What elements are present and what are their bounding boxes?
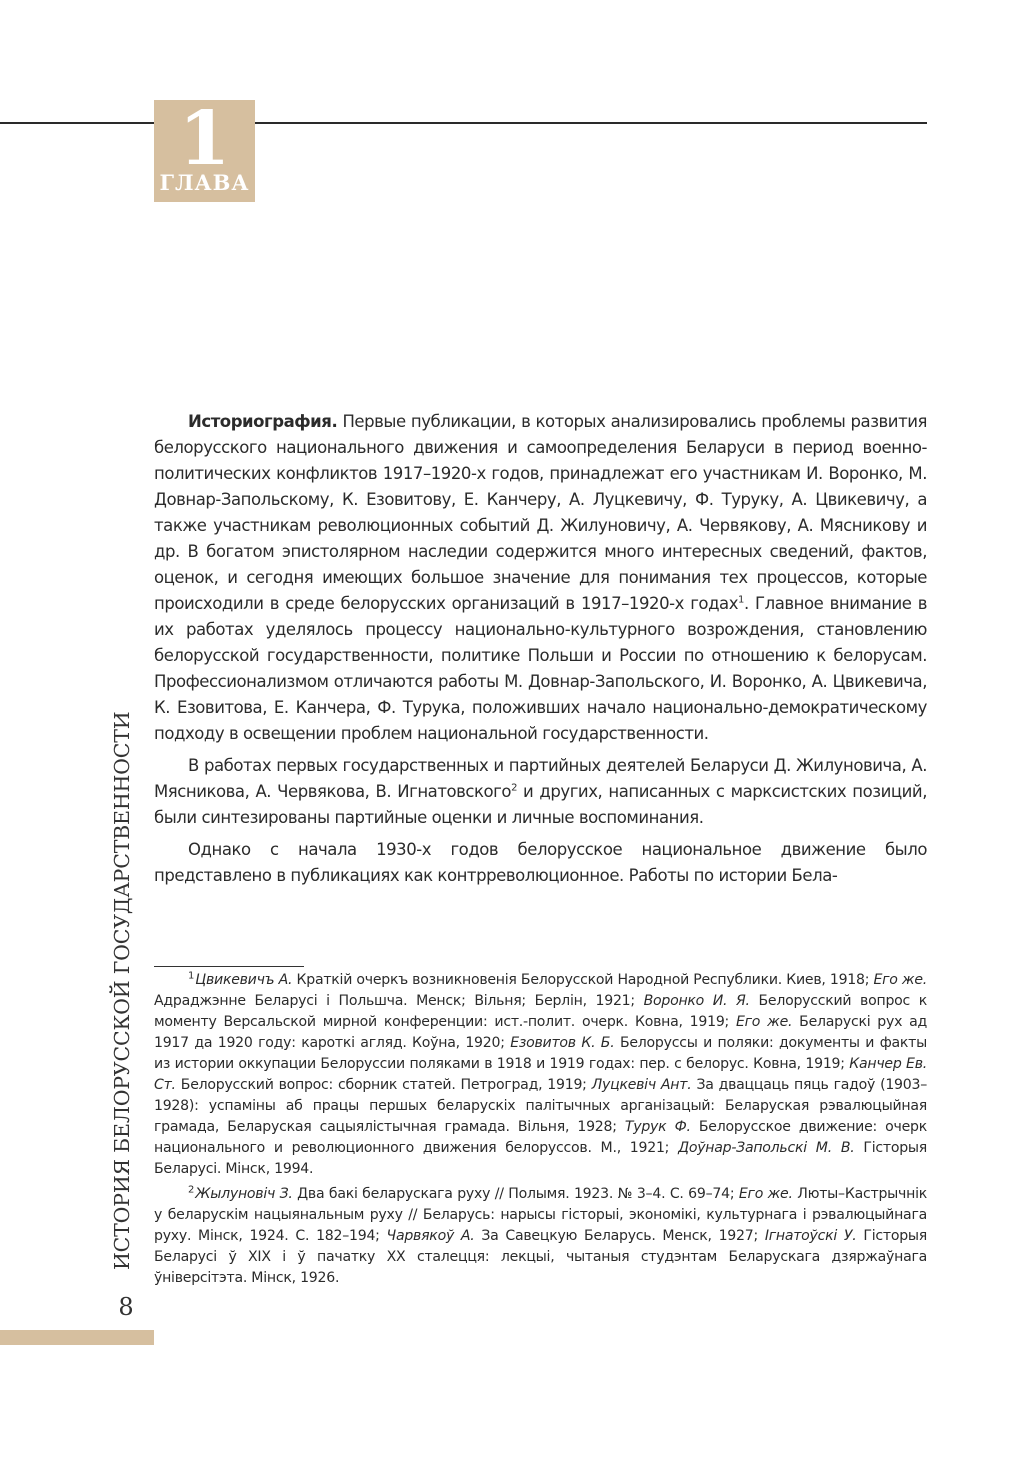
footnote-divider xyxy=(154,966,304,967)
main-text xyxy=(154,409,927,895)
footnotes xyxy=(154,970,927,1293)
paragraph: Историография. Первые публикации, в которых анализировались проблемы развития белорусского национального движения и самоопределения Беларуси в период военно-политических конфликтов 1917–1920-х годов, принадлежат его участникам И. Воронко, М. Довнар-Запольскому, К. Езовитову, Е. Канчеру, А. Луцкевичу, Ф. Туруку, А. Цвикевичу, а также участникам революционных событий Д. Жилуновичу, А. Червякову, А. Мясникову и др. В богатом эпистолярном наследии содержится много интересных сведений, фактов, оценок, и сегодня имеющих большое значение для понимания тех процессов, которые происходили в среде белорусских организаций в 1917–1920-х годах$^1$. Главное внимание в их работах уделялось процессу национально-культурного возрождения, становлению белорусской государственности, политике Польши и России по отношению к белорусам. Профессионализмом отличаются работы М. Довнар-Запольского, И. Воронко, А. Цвикевича, К. Езовитова, Е. Канчера, Ф. Турука, положивших начало национально-демократическому подходу в освещении проблем национальной государственности. xyxy=(154,412,927,743)
book-title-vertical: ИСТОРИЯ БЕЛОРУССКОЙ ГОСУДАРСТВЕННОСТИ xyxy=(110,711,134,1270)
footnote-ref: 1 xyxy=(738,594,744,606)
section-heading: Историография. xyxy=(188,412,338,431)
chapter-number: 1 xyxy=(178,96,231,182)
chapter-badge xyxy=(154,96,255,202)
paragraph: Однако с начала 1930-х годов белорусское национальное движение было представлено в публикациях как контрреволюционное. Работы по истории Бела- xyxy=(154,840,927,885)
paragraph: В работах первых государственных и партийных деятелей Беларуси Д. Жилуновича, А. Мясникова, А. Червякова, В. Игнатовского$^2$ и других, написанных с марксистских позиций, были синтезированы партийные оценки и личные воспоминания. xyxy=(154,756,927,827)
chapter-label: ГЛАВА xyxy=(159,170,250,195)
top-rule xyxy=(0,122,927,124)
footnote-ref: 2 xyxy=(511,782,517,794)
page-number: 8 xyxy=(118,1293,134,1321)
footnote: $^1$ Цвикевичъ А. Краткій очеркъ возникновенія Белорусской Народной Республики. Киев, 1918; Его же. Адраджэнне Беларусі і Польшча. Менск; Вільня; Берлін, 1921; Воронко И. Я. Белорусский вопрос к моменту Версальской мирной конференции: ист.-полит. очерк. Ковна, 1919; Его же. Беларускі рух ад 1917 да 1920 году: кароткі агляд. Коўна, 1920; Езовитов К. Б. Белоруссы и поляки: документы и факты из истории оккупации Белоруссии поляками в 1918 и 1919 годах: пер. с белорус. Ковна, 1919; Канчер Ев. Ст. Белорусский вопрос: сборник статей. Петроград, 1919; Луцкевіч Ант. За дваццаць пяць гадоў (1903–1928): успаміны аб працы першых беларускіх палітычных арганізацый: Беларуская рэвалюцыйная грамада, Беларуская сацыялістычная грамада. Вільня, 1928; Турук Ф. Белорусское движение: очерк национального и революционного движения белоруссов. М., 1921; Доўнар-Запольскі М. В. Гісторыя Беларусі. Мінск, 1994. xyxy=(154,970,928,1177)
page-number-bar xyxy=(0,1330,154,1345)
footnote: $^2$ Жылуновiч З. Два бакі беларускага руху // Полымя. 1923. № 3–4. С. 69–74; Его же. Люты–Кастрычнік у беларускім нацыянальным руху // Беларусь: нарысы гісторыі, экономікі, культурнага і рэвалюцыйнага руху. Мінск, 1924. С. 182–194; Чарвякоў А. За Савецкую Беларусь. Менск, 1927; Ігнатоўскі У. Гісторыя Беларусі ў XIX і ў пачатку XX сталецця: лекцыі, чытаныя студэнтам Беларускага дзяржаўнага ўніверсітэта. Мінск, 1926. xyxy=(154,1184,928,1286)
